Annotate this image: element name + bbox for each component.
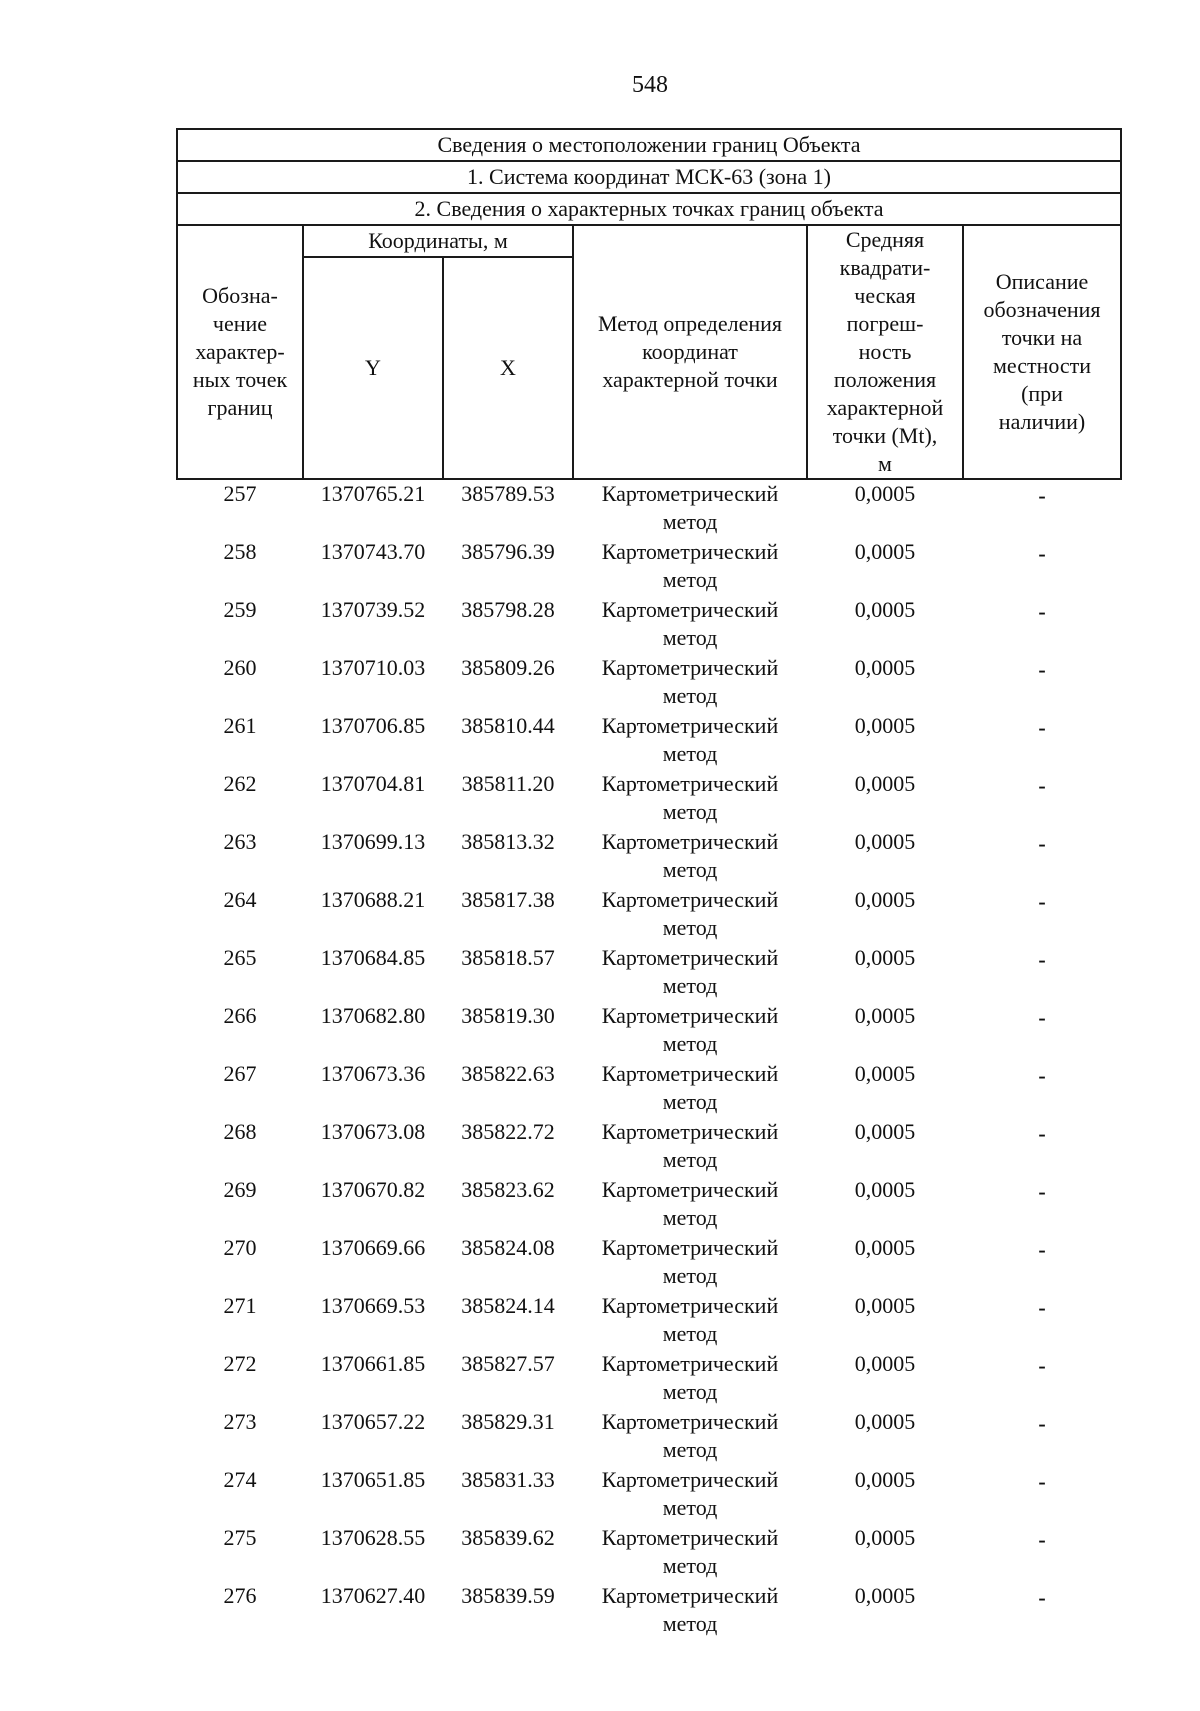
coordinate-system-title: 1. Система координат МСК-63 (зона 1) <box>177 161 1121 193</box>
point-id: 270 <box>223 1235 257 1260</box>
point-id: 257 <box>223 481 257 506</box>
table-title: Сведения о местоположении границ Объекта <box>177 129 1121 161</box>
coord-y: 1370657.22 <box>320 1409 426 1434</box>
table-row <box>177 770 1121 828</box>
coord-y: 1370704.81 <box>320 771 426 796</box>
point-id: 261 <box>223 713 257 738</box>
coord-y: 1370684.85 <box>320 945 426 970</box>
header-coordinates: Координаты, м <box>303 225 573 257</box>
coord-y: 1370699.13 <box>320 829 426 854</box>
method: Картометрический метод <box>601 1003 779 1056</box>
point-id: 273 <box>223 1409 257 1434</box>
error: 0,0005 <box>854 655 916 680</box>
error: 0,0005 <box>854 1061 916 1086</box>
coord-x: 385818.57 <box>461 945 555 970</box>
coord-x: 385798.28 <box>461 597 555 622</box>
coord-y: 1370688.21 <box>320 887 426 912</box>
method: Картометрический метод <box>601 481 779 534</box>
coord-x: 385827.57 <box>461 1351 555 1376</box>
method: Картометрический метод <box>601 771 779 824</box>
error: 0,0005 <box>854 713 916 738</box>
point-id: 267 <box>223 1061 257 1086</box>
method: Картометрический метод <box>601 1351 779 1404</box>
description: - <box>1038 1121 1046 1146</box>
method: Картометрический метод <box>601 887 779 940</box>
coord-y: 1370669.66 <box>320 1235 426 1260</box>
table-row <box>177 1002 1121 1060</box>
coord-x: 385809.26 <box>461 655 555 680</box>
error: 0,0005 <box>854 597 916 622</box>
table-row <box>177 1292 1121 1350</box>
method: Картометрический метод <box>601 829 779 882</box>
table-row <box>177 1582 1121 1640</box>
header-method: Метод определения координат характерной точки <box>573 225 807 479</box>
coord-x: 385813.32 <box>461 829 555 854</box>
section-title: 2. Сведения о характерных точках границ объекта <box>177 193 1121 225</box>
coordinates-table <box>176 128 1122 1640</box>
method: Картометрический метод <box>601 655 779 708</box>
point-id: 269 <box>223 1177 257 1202</box>
coord-x: 385824.08 <box>461 1235 555 1260</box>
coord-y: 1370682.80 <box>320 1003 426 1028</box>
error: 0,0005 <box>854 1525 916 1550</box>
point-id: 259 <box>223 597 257 622</box>
coord-x: 385796.39 <box>461 539 555 564</box>
point-id: 275 <box>223 1525 257 1550</box>
error: 0,0005 <box>854 1177 916 1202</box>
description: - <box>1038 1469 1046 1494</box>
coord-x: 385822.72 <box>461 1119 555 1144</box>
point-id: 265 <box>223 945 257 970</box>
coord-y: 1370706.85 <box>320 713 426 738</box>
header-error: Средняя квадрати- ческая погреш- ность положения характерной точки (Mt), м <box>807 225 963 479</box>
point-id: 266 <box>223 1003 257 1028</box>
description: - <box>1038 483 1046 508</box>
error: 0,0005 <box>854 1583 916 1608</box>
coord-y: 1370661.85 <box>320 1351 426 1376</box>
coord-y: 1370673.36 <box>320 1061 426 1086</box>
point-id: 258 <box>223 539 257 564</box>
table-row <box>177 654 1121 712</box>
point-id: 272 <box>223 1351 257 1376</box>
method: Картометрический метод <box>601 1061 779 1114</box>
method: Картометрический метод <box>601 1409 779 1462</box>
error: 0,0005 <box>854 945 916 970</box>
table-row <box>177 1408 1121 1466</box>
description: - <box>1038 1527 1046 1552</box>
coord-y: 1370670.82 <box>320 1177 426 1202</box>
description: - <box>1038 599 1046 624</box>
error: 0,0005 <box>854 1351 916 1376</box>
description: - <box>1038 1179 1046 1204</box>
coord-y: 1370628.55 <box>320 1525 426 1550</box>
table-row <box>177 944 1121 1002</box>
description: - <box>1038 831 1046 856</box>
method: Картометрический метод <box>601 1467 779 1520</box>
method: Картометрический метод <box>601 1525 779 1578</box>
point-id: 262 <box>223 771 257 796</box>
point-id: 263 <box>223 829 257 854</box>
point-id: 271 <box>223 1293 257 1318</box>
table-row <box>177 1466 1121 1524</box>
description: - <box>1038 889 1046 914</box>
header-y: Y <box>303 257 443 479</box>
method: Картометрический метод <box>601 1293 779 1346</box>
description: - <box>1038 657 1046 682</box>
table-row <box>177 1118 1121 1176</box>
point-id: 260 <box>223 655 257 680</box>
description: - <box>1038 1005 1046 1030</box>
description: - <box>1038 1411 1046 1436</box>
error: 0,0005 <box>854 771 916 796</box>
description: - <box>1038 541 1046 566</box>
coord-x: 385810.44 <box>461 713 555 738</box>
description: - <box>1038 1295 1046 1320</box>
error: 0,0005 <box>854 1235 916 1260</box>
description: - <box>1038 1585 1046 1610</box>
coord-y: 1370739.52 <box>320 597 426 622</box>
error: 0,0005 <box>854 829 916 854</box>
table-row <box>177 1350 1121 1408</box>
coord-x: 385839.59 <box>461 1583 555 1608</box>
table-row <box>177 828 1121 886</box>
method: Картометрический метод <box>601 1119 779 1172</box>
point-id: 264 <box>223 887 257 912</box>
error: 0,0005 <box>854 539 916 564</box>
method: Картометрический метод <box>601 1583 779 1636</box>
description: - <box>1038 715 1046 740</box>
description: - <box>1038 1063 1046 1088</box>
method: Картометрический метод <box>601 1235 779 1288</box>
coord-x: 385789.53 <box>461 481 555 506</box>
coord-y: 1370743.70 <box>320 539 426 564</box>
table-row <box>177 886 1121 944</box>
table-row <box>177 596 1121 654</box>
error: 0,0005 <box>854 1119 916 1144</box>
error: 0,0005 <box>854 1293 916 1318</box>
point-id: 276 <box>223 1583 257 1608</box>
coord-x: 385829.31 <box>461 1409 555 1434</box>
table-row <box>177 712 1121 770</box>
description: - <box>1038 1353 1046 1378</box>
point-id: 274 <box>223 1467 257 1492</box>
table-row <box>177 1234 1121 1292</box>
method: Картометрический метод <box>601 539 779 592</box>
table-row <box>177 1524 1121 1582</box>
description: - <box>1038 947 1046 972</box>
coord-x: 385819.30 <box>461 1003 555 1028</box>
table-row <box>177 1176 1121 1234</box>
coord-y: 1370710.03 <box>320 655 426 680</box>
error: 0,0005 <box>854 887 916 912</box>
header-designation: Обозна- чение характер- ных точек границ <box>177 225 303 479</box>
method: Картометрический метод <box>601 597 779 650</box>
header-x: X <box>443 257 573 479</box>
coord-x: 385817.38 <box>461 887 555 912</box>
coord-x: 385839.62 <box>461 1525 555 1550</box>
coord-y: 1370673.08 <box>320 1119 426 1144</box>
coord-x: 385824.14 <box>461 1293 555 1318</box>
method: Картометрический метод <box>601 1177 779 1230</box>
coord-y: 1370765.21 <box>320 481 426 506</box>
error: 0,0005 <box>854 1467 916 1492</box>
table-row <box>177 538 1121 596</box>
coord-y: 1370669.53 <box>320 1293 426 1318</box>
method: Картометрический метод <box>601 713 779 766</box>
table-body <box>177 479 1121 1640</box>
point-id: 268 <box>223 1119 257 1144</box>
error: 0,0005 <box>854 481 916 506</box>
description: - <box>1038 1237 1046 1262</box>
description: - <box>1038 773 1046 798</box>
method: Картометрический метод <box>601 945 779 998</box>
coord-x: 385811.20 <box>461 771 555 796</box>
page-number: 548 <box>632 72 668 98</box>
coord-y: 1370651.85 <box>320 1467 426 1492</box>
table-row <box>177 1060 1121 1118</box>
error: 0,0005 <box>854 1003 916 1028</box>
error: 0,0005 <box>854 1409 916 1434</box>
coord-x: 385831.33 <box>461 1467 555 1492</box>
table-row <box>177 479 1121 538</box>
coord-x: 385823.62 <box>461 1177 555 1202</box>
coord-y: 1370627.40 <box>320 1583 426 1608</box>
header-description: Описание обозначения точки на местности (при наличии) <box>963 225 1121 479</box>
coord-x: 385822.63 <box>461 1061 555 1086</box>
